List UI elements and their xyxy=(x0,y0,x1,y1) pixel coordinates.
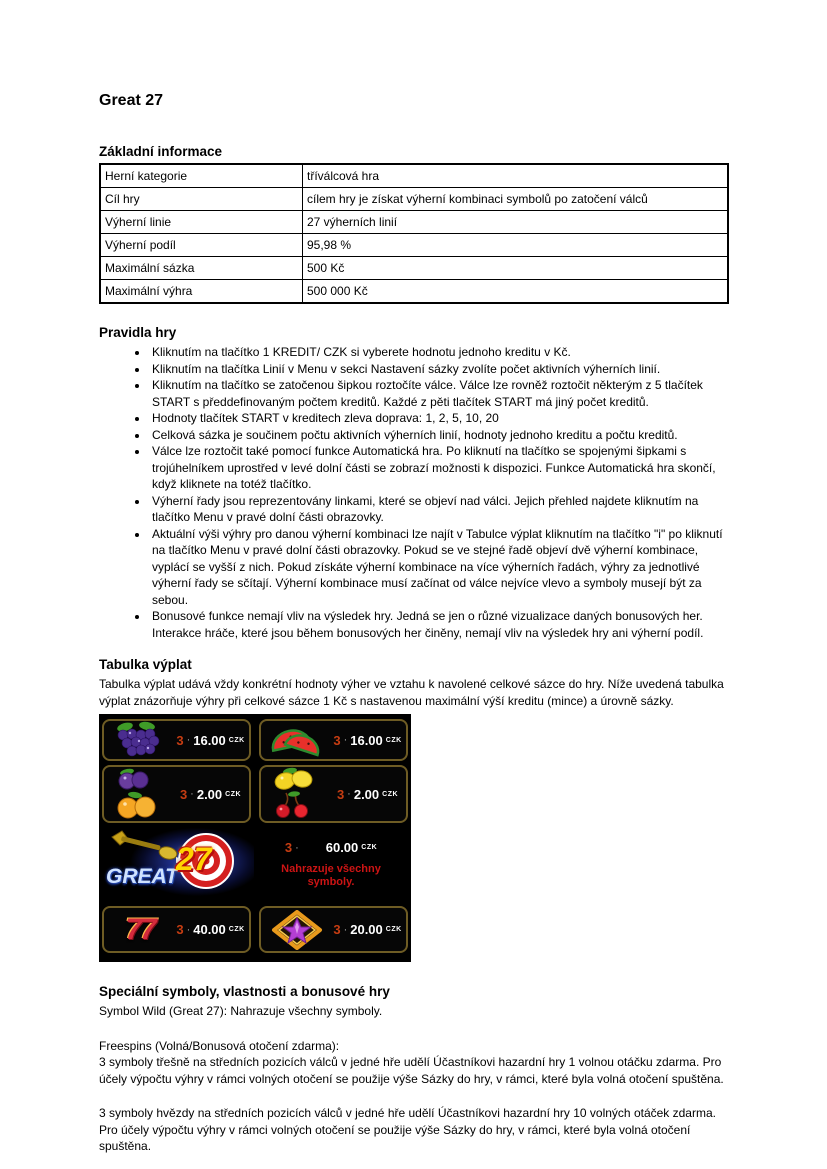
info-value: 500 000 Kč xyxy=(303,280,729,304)
rule-item: • Kliknutím na tlačítko se zatočenou šipkou roztočíte válce. Válce lze rovněž roztočit některým z 5 tlačítek START s předdefinovaným počtem kreditů. Každé z pěti tlačítek START má jiný počet kreditů. xyxy=(149,377,729,410)
info-value: tříválcová hra xyxy=(303,164,729,188)
special-symbols-heading: Speciální symboly, vlastnosti a bonusové hry xyxy=(99,984,390,999)
paytable-cell-double-seven xyxy=(102,906,251,953)
table-row xyxy=(100,234,728,257)
page-title: Great 27 xyxy=(99,92,164,109)
basic-info-table xyxy=(99,163,729,304)
grapes-icon xyxy=(108,721,172,759)
info-label: Cíl hry xyxy=(100,188,303,211)
payout-amount: 16.00 xyxy=(193,732,226,748)
payout xyxy=(285,840,377,855)
plums-oranges-icon xyxy=(108,767,172,821)
paytable-row xyxy=(102,717,408,763)
payout-currency: CZK xyxy=(228,926,245,933)
rule-item: • Kliknutím na tlačítka Linií v Menu v sekci Nastavení sázky zvolíte počet aktivních výherních linií. xyxy=(149,361,729,378)
freespins-paragraph-2: 3 symboly hvězdy na středních pozicích válců v jedné hře udělí Účastníkovi hazardní hry 10 volných otáček zdarma. Pro účely výpočtu výhry v rámci volných otočení se použije výše Sázky do hry, v rámci, které byla volná otočení spuštěna. xyxy=(99,1106,716,1153)
info-label: Maximální sázka xyxy=(100,257,303,280)
info-value: 95,98 % xyxy=(303,234,729,257)
payout-amount: 2.00 xyxy=(196,786,223,802)
paytable-cell-watermelon xyxy=(259,719,408,761)
logo-great-text: GREAT xyxy=(106,864,178,888)
info-label: Herní kategorie xyxy=(100,164,303,188)
payout-dot: · xyxy=(343,734,348,746)
payout-count: 3 xyxy=(336,786,345,802)
rule-item: • Celková sázka je součinem počtu aktivních výherních linií, hodnoty jednoho kreditu a počtu kreditů. xyxy=(149,427,729,444)
payout-currency: CZK xyxy=(361,844,378,851)
logo-27-text: 27 xyxy=(176,840,212,877)
rule-item: • Válce lze roztočit také pomocí funkce Automatická hra. Po kliknutí na tlačítko se spojenými šipkami s trojúhelníkem uprostřed v levé dolní části se zobrazí možnosti k dispozici. Funkce Automatická hra skončí, když kliknete na totéž tlačítko. xyxy=(149,443,729,493)
payout-count: 3 xyxy=(333,732,341,748)
info-label: Výherní linie xyxy=(100,211,303,234)
info-label: Výherní podíl xyxy=(100,234,303,257)
paytable-heading: Tabulka výplat xyxy=(99,657,192,672)
table-row xyxy=(100,211,728,234)
payout xyxy=(172,733,249,748)
freespins-paragraph-1: 3 symboly třešně na středních pozicích válců v jedné hře udělí Účastníkovi hazardní hry 1 volnou otáčku zdarma. Pro účely výpočtu výhry v rámci volných otočení se použije výše Sázky do hry, v rámci, které byla volná otočení spuštěna. xyxy=(99,1055,724,1086)
payout-currency: CZK xyxy=(382,790,399,798)
table-row xyxy=(100,164,728,188)
info-value: 500 Kč xyxy=(303,257,729,280)
payout xyxy=(329,787,406,802)
paytable-cell-lemons-cherries xyxy=(259,765,408,823)
payout-dot: · xyxy=(295,841,299,854)
paytable-cell-grapes xyxy=(102,719,251,761)
paytable-cell-plums-oranges xyxy=(102,765,251,823)
payout-dot: · xyxy=(347,788,351,800)
payout xyxy=(329,733,406,748)
payout-count: 3 xyxy=(179,786,188,802)
payout-count: 3 xyxy=(284,840,293,855)
paytable-intro: Tabulka výplat udává vždy konkrétní hodnoty výher ve vztahu k navolené celkové sázce do hry. Níže uvedená tabulka výplat znázorňuje výhry při celkové sázce 1 Kč s nastavenou maximální výší kreditu (mince) a úrovně sázky. xyxy=(99,677,724,708)
rules-heading: Pravidla hry xyxy=(99,325,177,340)
payout-currency: CZK xyxy=(385,926,402,933)
paytable-wild-row xyxy=(102,825,408,904)
rule-item: • Výherní řady jsou reprezentovány linkami, které se objeví nad válci. Jejich přehled najdete kliknutím na tlačítko Menu v pravé dolní části obrazovky. xyxy=(149,493,729,526)
payout-dot: · xyxy=(186,734,191,746)
payout-amount: 16.00 xyxy=(350,732,383,748)
rule-item: • Kliknutím na tlačítko 1 KREDIT/ CZK si vyberete hodnotu jednoho kreditu v Kč. xyxy=(149,344,729,361)
table-row xyxy=(100,257,728,280)
payout-dot: · xyxy=(190,788,194,800)
info-value: 27 výherních linií xyxy=(303,211,729,234)
table-row xyxy=(100,280,728,304)
table-row xyxy=(100,188,728,211)
payout xyxy=(329,922,406,937)
payout-count: 3 xyxy=(176,922,184,937)
payout-amount: 20.00 xyxy=(350,922,383,937)
paytable-row xyxy=(102,763,408,825)
wild-note: Nahrazuje všechny symboly. xyxy=(281,863,381,888)
rule-item: • Aktuální výši výhry pro danou výherní kombinaci lze najít v Tabulce výplat kliknutím na tlačítko "i" po kliknutí na tlačítko Menu v pravé dolní části obrazovky. Pokud se ve stejné řadě objeví dvě výherní kombinace, vyplácí se vyšší z nich. Pokud získáte výherní kombinace na více výherních řadách, výhry za jednotlivé výherní řady se sčítají. Výherní kombinace musí začínat od válce nejvíce vlevo a symboly musejí být za sebou. xyxy=(149,526,729,609)
payout-currency: CZK xyxy=(228,736,245,744)
paytable-row xyxy=(102,904,408,955)
paytable-image xyxy=(99,714,411,962)
double-seven-icon: 77 xyxy=(125,912,155,946)
great27-logo xyxy=(102,827,254,903)
payout-amount: 60.00 xyxy=(325,840,359,855)
payout-currency: CZK xyxy=(385,736,402,744)
rule-item: • Bonusové funkce nemají vliv na výsledek hry. Jedná se jen o různé vizualizace daných bonusových her. Interakce hráče, které jsou během bonusových her činěny, nemají vliv na výsledek hry ani výherní podíl. xyxy=(149,608,729,641)
payout xyxy=(172,787,249,802)
rule-item: • Hodnoty tlačítek START v kreditech zleva doprava: 1, 2, 5, 10, 20 xyxy=(149,410,729,427)
wild-payout-block xyxy=(254,840,408,889)
star-icon xyxy=(265,910,329,950)
payout-dot: · xyxy=(343,923,348,936)
basic-info-heading: Základní informace xyxy=(99,144,223,159)
watermelon-icon xyxy=(265,721,329,759)
payout-currency: CZK xyxy=(225,790,242,798)
payout-amount: 40.00 xyxy=(193,922,226,937)
paytable-cell-star xyxy=(259,906,408,953)
payout xyxy=(172,922,249,937)
freespins-title: Freespins (Volná/Bonusová otočení zdarma): xyxy=(99,1038,340,1053)
info-value: cílem hry je získat výherní kombinaci symbolů po zatočení válců xyxy=(303,188,729,211)
info-label: Maximální výhra xyxy=(100,280,303,304)
payout-count: 3 xyxy=(176,732,184,748)
payout-count: 3 xyxy=(333,922,341,937)
wild-description: Symbol Wild (Great 27): Nahrazuje všechny symboly. xyxy=(99,1004,383,1018)
lemons-cherries-icon xyxy=(265,767,329,821)
payout-amount: 2.00 xyxy=(353,786,380,802)
rules-list xyxy=(99,344,729,641)
payout-dot: · xyxy=(186,923,191,936)
